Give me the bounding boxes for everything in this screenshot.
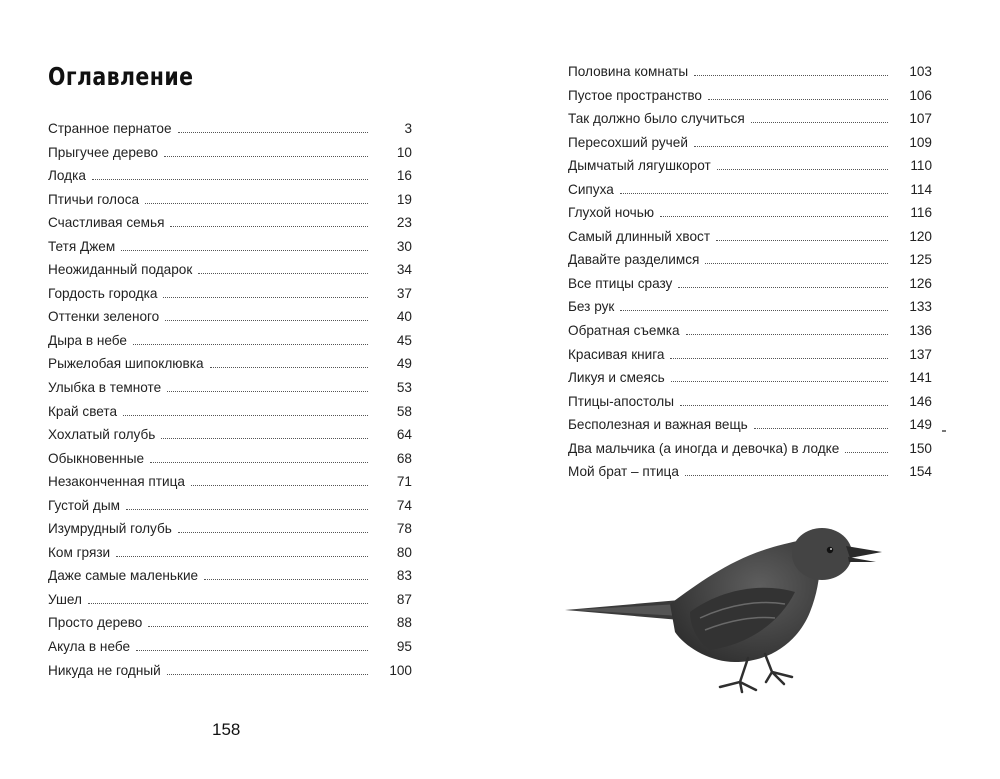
toc-entry xyxy=(568,394,932,418)
toc-dot-leader xyxy=(751,122,888,123)
toc-dot-leader xyxy=(620,310,888,311)
toc-entry xyxy=(568,299,932,323)
toc-entry-title: Оттенки зеленого xyxy=(48,309,160,325)
toc-entry xyxy=(48,592,412,616)
toc-entry-title: Так должно было случиться xyxy=(568,111,745,127)
toc-entry xyxy=(568,205,932,229)
toc-entry-page: 10 xyxy=(396,144,412,160)
toc-entry-title: Никуда не годный xyxy=(48,662,161,678)
toc-entry-page: 83 xyxy=(396,568,412,584)
toc-entry-page: 106 xyxy=(909,87,932,103)
bird-illustration xyxy=(560,512,890,702)
toc-dot-leader xyxy=(165,320,368,321)
toc-entry-title: Мой брат – птица xyxy=(568,464,679,480)
toc-entry xyxy=(568,229,932,253)
toc-entry-page: 125 xyxy=(909,252,932,268)
toc-dot-leader xyxy=(145,203,368,204)
toc-entry xyxy=(48,239,412,263)
toc-entry-title: Птичьи голоса xyxy=(48,191,140,207)
toc-entry-page: 110 xyxy=(910,158,932,174)
toc-entry-title: Даже самые маленькие xyxy=(48,568,199,584)
toc-entry xyxy=(568,276,932,300)
toc-entry-page: 146 xyxy=(909,393,932,409)
toc-entry-title: Странное пернатое xyxy=(48,121,172,136)
toc-entry-title: Обыкновенные xyxy=(48,450,145,466)
toc-entry-page: 114 xyxy=(910,181,932,197)
toc-dot-leader xyxy=(136,650,368,651)
toc-entry xyxy=(568,417,932,441)
toc-entry xyxy=(48,215,412,239)
toc-entry-page: 107 xyxy=(909,111,932,127)
toc-dot-leader xyxy=(170,226,368,227)
toc-entry-page: 80 xyxy=(396,544,412,560)
toc-entry-title: Глухой ночью xyxy=(568,205,655,221)
toc-dot-leader xyxy=(167,674,368,675)
toc-entry-page: 49 xyxy=(396,356,412,372)
toc-entry xyxy=(48,192,412,216)
toc-entry-page: 133 xyxy=(909,299,932,315)
toc-dot-leader xyxy=(670,358,888,359)
toc-entry xyxy=(48,404,412,428)
toc-entry xyxy=(48,356,412,380)
toc-entry-page: 136 xyxy=(909,323,932,339)
toc-entry xyxy=(568,252,932,276)
toc-dot-leader xyxy=(123,415,368,416)
toc-dot-leader xyxy=(678,287,888,288)
toc-entry-page: 149 xyxy=(909,417,932,433)
toc-entry xyxy=(568,441,932,465)
toc-entry xyxy=(48,427,412,451)
toc-entry xyxy=(568,135,932,159)
toc-entry-page: 58 xyxy=(396,403,412,419)
toc-dot-leader xyxy=(150,462,368,463)
toc-entry-title: Дыра в небе xyxy=(48,332,127,348)
toc-dot-leader xyxy=(620,193,888,194)
toc-entry-title: Два мальчика (а иногда и девочка) в лодке xyxy=(568,440,840,456)
toc-entry-page: 40 xyxy=(396,309,412,325)
toc-entry-title: Все птицы сразу xyxy=(568,275,673,291)
toc-dot-leader xyxy=(126,509,368,510)
toc-entry xyxy=(48,262,412,286)
toc-entry-title: Ликуя и смеясь xyxy=(568,370,665,386)
toc-entry xyxy=(48,145,412,169)
toc-entry-title: Половина комнаты xyxy=(568,64,689,79)
toc-entry xyxy=(568,370,932,394)
toc-entry xyxy=(48,333,412,357)
toc-dot-leader xyxy=(716,240,888,241)
toc-dot-leader xyxy=(116,556,368,557)
toc-entry-page: 37 xyxy=(396,285,412,301)
toc-entry-title: Густой дым xyxy=(48,497,120,513)
toc-list-right xyxy=(568,64,932,488)
toc-entry xyxy=(48,451,412,475)
toc-entry-title: Неожиданный подарок xyxy=(48,262,193,278)
toc-entry xyxy=(568,88,932,112)
toc-dot-leader xyxy=(121,250,368,251)
toc-entry-title: Бесполезная и важная вещь xyxy=(568,417,748,433)
toc-entry-title: Давайте разделимся xyxy=(568,252,700,268)
toc-entry-page: 126 xyxy=(909,275,932,291)
toc-dot-leader xyxy=(845,452,888,453)
toc-entry xyxy=(48,286,412,310)
toc-entry xyxy=(48,168,412,192)
toc-entry-title: Изумрудный голубь xyxy=(48,521,172,537)
toc-dot-leader xyxy=(191,485,368,486)
toc-dot-leader xyxy=(163,297,368,298)
toc-entry xyxy=(568,347,932,371)
toc-entry-title: Рыжелобая шипоклювка xyxy=(48,356,204,372)
toc-entry-page: 137 xyxy=(909,346,932,362)
toc-entry-page: 16 xyxy=(396,168,412,184)
toc-entry-page: 100 xyxy=(389,662,412,678)
toc-entry-page: 71 xyxy=(396,474,412,490)
toc-entry-title: Улыбка в темноте xyxy=(48,380,162,396)
toc-dot-leader xyxy=(685,475,888,476)
toc-entry-title: Пустое пространство xyxy=(568,87,702,103)
toc-entry-title: Сипуха xyxy=(568,181,614,197)
toc-entry-title: Край света xyxy=(48,403,118,419)
toc-entry xyxy=(48,568,412,592)
toc-entry-page: 88 xyxy=(396,615,412,631)
toc-entry xyxy=(568,64,932,88)
toc-entry xyxy=(568,464,932,488)
toc-dot-leader xyxy=(148,626,368,627)
toc-entry xyxy=(48,639,412,663)
toc-entry xyxy=(48,545,412,569)
toc-entry-page: 53 xyxy=(396,380,412,396)
toc-dot-leader xyxy=(660,216,888,217)
toc-entry-title: Гордость городка xyxy=(48,285,158,301)
toc-dot-leader xyxy=(133,344,368,345)
toc-entry-title: Прыгучее дерево xyxy=(48,144,159,160)
toc-entry xyxy=(568,182,932,206)
toc-entry-page: 74 xyxy=(396,497,412,513)
toc-dot-leader xyxy=(717,169,888,170)
toc-entry-title: Ушел xyxy=(48,591,82,607)
toc-entry-page: 95 xyxy=(396,639,412,655)
toc-entry-page: 154 xyxy=(909,464,932,480)
toc-dot-leader xyxy=(164,156,368,157)
toc-dot-leader xyxy=(178,132,368,133)
toc-entry-title: Красивая книга xyxy=(568,346,665,362)
toc-entry-title: Тетя Джем xyxy=(48,238,116,254)
toc-entry-page: 23 xyxy=(396,215,412,231)
toc-entry-page: 64 xyxy=(396,427,412,443)
toc-entry-page: 109 xyxy=(909,134,932,150)
toc-entry-title: Просто дерево xyxy=(48,615,143,631)
page-number: 158 xyxy=(212,720,241,739)
toc-dot-leader xyxy=(694,75,888,76)
toc-entry xyxy=(568,111,932,135)
toc-title: Оглавление xyxy=(48,62,194,91)
toc-dot-leader xyxy=(671,381,888,382)
toc-entry-title: Птицы-апостолы xyxy=(568,393,674,409)
toc-entry-title: Обратная съемка xyxy=(568,323,680,339)
toc-entry-page: 120 xyxy=(909,228,932,244)
toc-entry xyxy=(48,498,412,522)
toc-dot-leader xyxy=(92,179,368,180)
toc-entry-title: Акула в небе xyxy=(48,639,131,655)
toc-entry-title: Пересохший ручей xyxy=(568,134,688,150)
toc-dot-leader xyxy=(88,603,368,604)
toc-dot-leader xyxy=(178,532,368,533)
toc-entry xyxy=(48,521,412,545)
toc-dot-leader xyxy=(204,579,368,580)
toc-entry xyxy=(48,380,412,404)
toc-entry-page: 141 xyxy=(909,370,932,386)
toc-dot-leader xyxy=(167,391,368,392)
paper-speck xyxy=(942,430,946,432)
toc-entry-title: Незаконченная птица xyxy=(48,474,185,490)
toc-entry-page: 34 xyxy=(396,262,412,278)
toc-dot-leader xyxy=(705,263,888,264)
toc-dot-leader xyxy=(198,273,368,274)
toc-entry-page: 103 xyxy=(909,64,932,79)
toc-dot-leader xyxy=(708,99,888,100)
toc-entry xyxy=(48,474,412,498)
toc-entry xyxy=(568,323,932,347)
toc-entry-page: 116 xyxy=(910,205,932,221)
toc-dot-leader xyxy=(686,334,888,335)
toc-entry-page: 3 xyxy=(404,121,412,136)
toc-entry-title: Ком грязи xyxy=(48,544,111,560)
toc-entry-page: 19 xyxy=(396,191,412,207)
toc-entry xyxy=(568,158,932,182)
toc-dot-leader xyxy=(680,405,888,406)
toc-entry xyxy=(48,663,412,687)
toc-entry-title: Дымчатый лягушкорот xyxy=(568,158,711,174)
toc-entry-page: 45 xyxy=(396,332,412,348)
toc-entry-title: Без рук xyxy=(568,299,615,315)
toc-entry-page: 87 xyxy=(396,591,412,607)
toc-entry-page: 30 xyxy=(396,238,412,254)
toc-entry-page: 68 xyxy=(396,450,412,466)
toc-dot-leader xyxy=(694,146,888,147)
toc-dot-leader xyxy=(754,428,888,429)
toc-entry xyxy=(48,309,412,333)
toc-dot-leader xyxy=(210,367,368,368)
toc-entry-title: Самый длинный хвост xyxy=(568,228,711,244)
toc-list-left xyxy=(48,121,412,686)
toc-entry-page: 78 xyxy=(396,521,412,537)
toc-dot-leader xyxy=(161,438,368,439)
toc-entry-title: Счастливая семья xyxy=(48,215,165,231)
toc-entry-page: 150 xyxy=(909,440,932,456)
toc-entry xyxy=(48,615,412,639)
toc-entry xyxy=(48,121,412,145)
toc-entry-title: Хохлатый голубь xyxy=(48,427,156,443)
toc-entry-title: Лодка xyxy=(48,168,86,184)
